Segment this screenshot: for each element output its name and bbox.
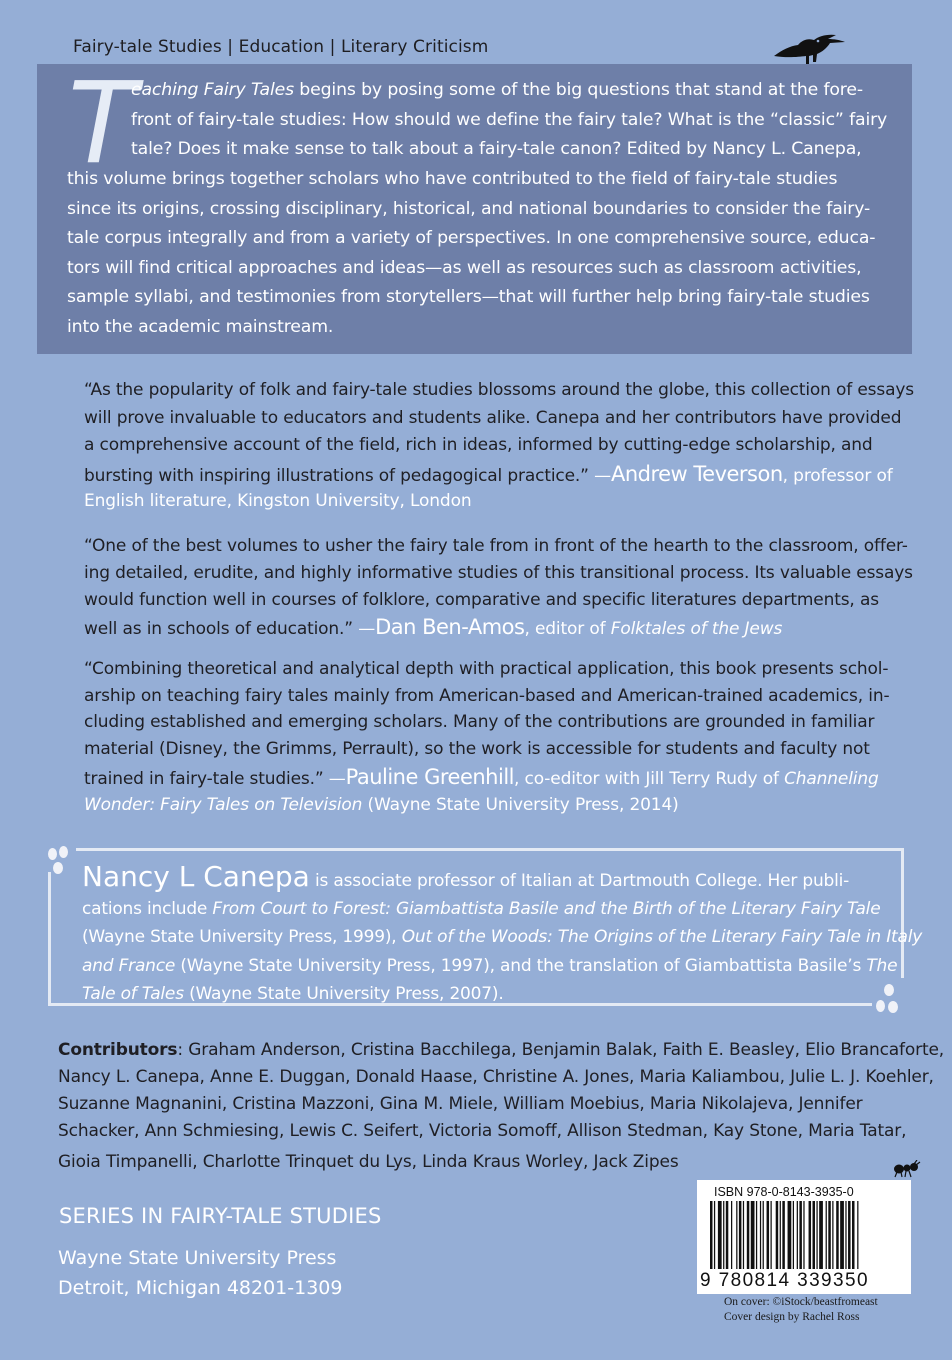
contributors-line: Contributors: Graham Anderson, Cristina Bacchilega, Benjamin Balak, Faith E. Beasley, Elio Brancaforte, (58, 1040, 945, 1060)
description-line: tale corpus integrally and from a variety of perspectives. In one comprehensive source, educa- (67, 228, 876, 248)
quote-line: ing detailed, erudite, and highly informative studies of this transitional process. Its valuable essays (84, 563, 913, 583)
contributors-line: Suzanne Magnanini, Cristina Mazzoni, Gina M. Miele, William Moebius, Maria Nikolajeva, Jennifer (58, 1094, 863, 1114)
quote-line: “Combining theoretical and analytical depth with practical application, this book presents schol- (84, 659, 889, 679)
publisher-name: Wayne State University Press (58, 1247, 337, 1269)
book-title: eaching Fairy Tales (131, 80, 294, 100)
description-line: this volume brings together scholars who have contributed to the field of fairy-tale studies (67, 169, 838, 189)
quote-line: will prove invaluable to educators and students alike. Canepa and her contributors have provided (84, 408, 902, 428)
publisher-address: Detroit, Michigan 48201-1309 (58, 1277, 343, 1299)
description-line: sample syllabi, and testimonies from storytellers—that will further help bring fairy-tale studies (67, 287, 870, 307)
contributors-line: Schacker, Ann Schmiesing, Lewis C. Seifert, Victoria Somoff, Allison Stedman, Kay Stone, Maria Tatar, (58, 1121, 907, 1141)
drop-cap: T (68, 59, 137, 189)
reviewer-name: Pauline Greenhill (345, 765, 514, 789)
quote-line: “One of the best volumes to usher the fairy tale from in front of the hearth to the classroom, offer- (84, 536, 908, 556)
description-line: tale? Does it make sense to talk about a fairy-tale canon? Edited by Nancy L. Canepa, (131, 139, 862, 159)
quote-line: would function well in courses of folklore, comparative and specific literatures departments, as (84, 590, 879, 610)
bio-line: cations include From Court to Forest: Giambattista Basile and the Birth of the Literary Fairy Tale (82, 899, 881, 919)
quote-dots-icon (876, 984, 906, 1014)
ant-logo-icon (893, 1160, 921, 1178)
series-title: SERIES IN FAIRY-TALE STUDIES (59, 1204, 382, 1228)
category-line: Fairy-tale Studies | Education | Literary Criticism (73, 37, 489, 57)
quote-line: material (Disney, the Grimms, Perrault), so the work is accessible for students and faculty not (84, 739, 870, 759)
quote-line: cluding established and emerging scholars. Many of the contributions are grounded in familiar (84, 712, 875, 732)
description-line: into the academic mainstream. (67, 317, 334, 337)
quote-line: a comprehensive account of the field, rich in ideas, informed by cutting-edge scholarship, and (84, 435, 873, 455)
contributors-line: Gioia Timpanelli, Charlotte Trinquet du Lys, Linda Kraus Worley, Jack Zipes (58, 1152, 679, 1172)
isbn-label: ISBN 978-0-8143-3935-0 (714, 1185, 854, 1199)
quote-line: well as in schools of education.” —Dan Ben-Amos, editor of Folktales of the Jews (84, 615, 783, 639)
reviewer-affiliation: Wonder: Fairy Tales on Television (Wayne State University Press, 2014) (84, 795, 679, 815)
quote-line: bursting with inspiring illustrations of pedagogical practice.” —Andrew Teverson, professor of (84, 462, 893, 486)
barcode-bars (710, 1201, 906, 1275)
reviewer-name: Andrew Teverson (610, 462, 783, 486)
description-line: eaching Fairy Tales begins by posing some of the big questions that stand at the fore- (131, 80, 863, 100)
cover-credit: On cover: ©iStock/beastfromeast (724, 1296, 878, 1308)
quote-dots-icon (46, 840, 76, 870)
bio-line: Nancy L Canepa is associate professor of Italian at Dartmouth College. Her publi- (82, 860, 850, 893)
author-name: Nancy L Canepa (82, 860, 310, 893)
description-line: front of fairy-tale studies: How should we define the fairy tale? What is the “classic” fairy (131, 110, 888, 130)
reviewer-name: Dan Ben-Amos (375, 615, 525, 639)
bio-line: and France (Wayne State University Press, 1997), and the translation of Giambattista Basile’s The (82, 956, 898, 976)
isbn-number: 9 780814 339350 (700, 1270, 869, 1291)
quote-line: “As the popularity of folk and fairy-tale studies blossoms around the globe, this collection of essays (84, 380, 914, 400)
reviewer-affiliation: English literature, Kingston University, London (84, 491, 472, 511)
bio-line: (Wayne State University Press, 1999), Out of the Woods: The Origins of the Literary Fairy Tale in Italy (82, 927, 923, 947)
quote-line: arship on teaching fairy tales mainly from American-based and American-trained academics, in- (84, 686, 890, 706)
contributors-line: Nancy L. Canepa, Anne E. Duggan, Donald Haase, Christine A. Jones, Maria Kaliambou, Julie L. J. Koehler, (58, 1067, 934, 1087)
quote-line: trained in fairy-tale studies.” —Pauline Greenhill, co-editor with Jill Terry Rudy of Channeling (84, 765, 879, 789)
contributors-label: Contributors (58, 1040, 178, 1060)
bio-line: Tale of Tales (Wayne State University Press, 2007). (82, 984, 504, 1004)
description-line: since its origins, crossing disciplinary, historical, and national boundaries to consider the fairy- (67, 199, 871, 219)
description-line: tors will find critical approaches and ideas—as well as resources such as classroom activities, (67, 258, 862, 278)
design-credit: Cover design by Rachel Ross (724, 1311, 860, 1323)
